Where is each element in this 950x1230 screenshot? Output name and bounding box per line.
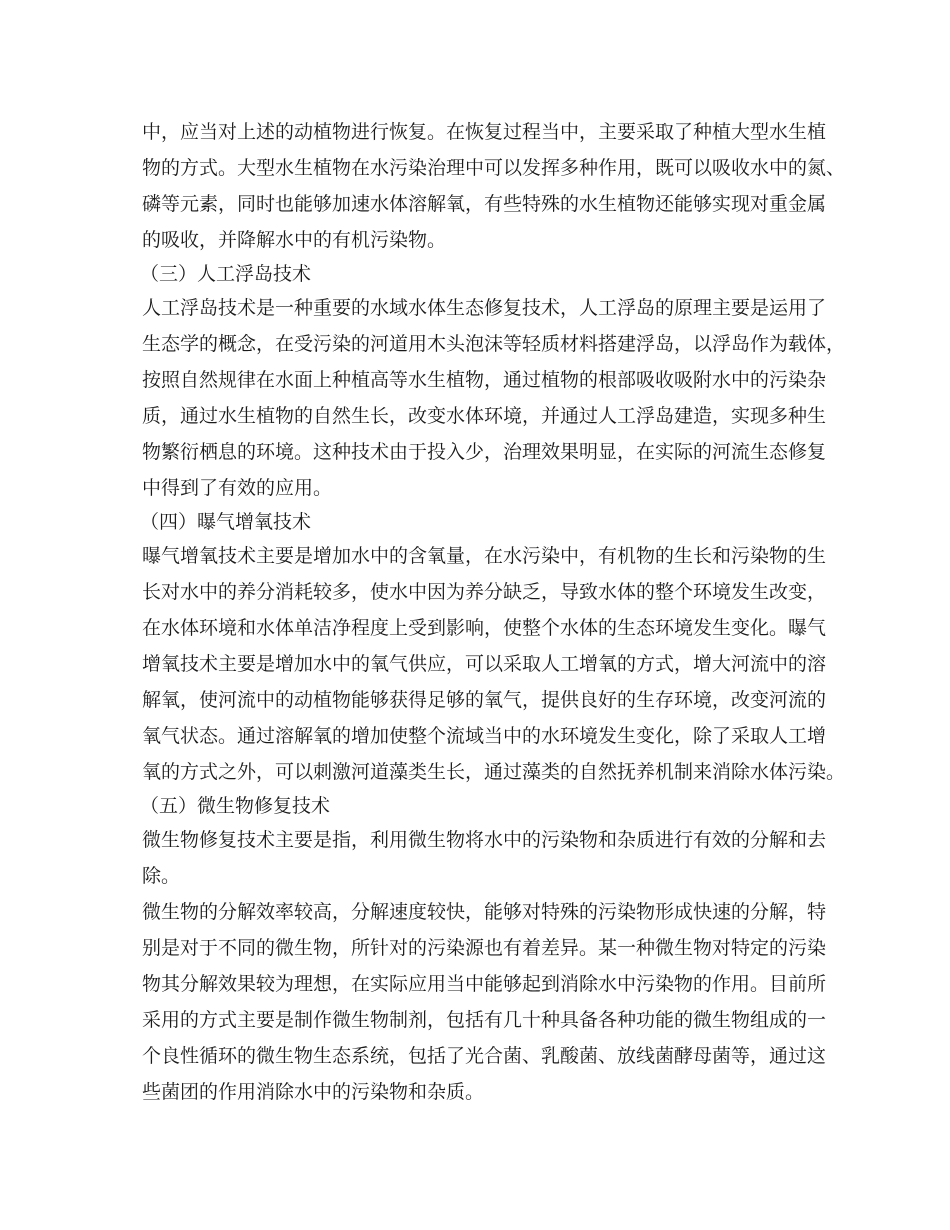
text-line: 别是对于不同的微生物，所针对的污染源也有着差异。某一种微生物对特定的污染 [142, 937, 827, 959]
text-line: 氧的方式之外，可以刺激河道藻类生长，通过藻类的自然抚养机制来消除水体污染。 [142, 761, 846, 783]
text-line: 曝气增氧技术主要是增加水中的含氧量，在水污染中，有机物的生长和污染物的生 [142, 545, 827, 567]
text-line: 按照自然规律在水面上种植高等水生植物，通过植物的根部吸收吸附水中的污染杂 [142, 369, 827, 391]
text-line: 质，通过水生植物的自然生长，改变水体环境，并通过人工浮岛建造，实现多种生 [142, 405, 827, 427]
text-line: 在水体环境和水体单洁净程度上受到影响，使整个水体的生态环境发生变化。曝气 [142, 617, 827, 639]
text-line: 中得到了有效的应用。 [142, 477, 333, 499]
text-line: 微生物修复技术主要是指，利用微生物将水中的污染物和杂质进行有效的分解和去 [142, 829, 827, 851]
text-line: 中，应当对上述的动植物进行恢复。在恢复过程当中，主要采取了种植大型水生植 [142, 121, 827, 143]
text-line: 生态学的概念，在受污染的河道用木头泡沫等轻质材料搭建浮岛，以浮岛作为载体， [142, 333, 846, 355]
section-heading-3: （三）人工浮岛技术 [140, 263, 312, 285]
text-line: 的吸收，并降解水中的有机污染物。 [142, 229, 447, 251]
text-line: 解氧，使河流中的动植物能够获得足够的氧气，提供良好的生存环境，改变河流的 [142, 689, 827, 711]
text-line: 采用的方式主要是制作微生物制剂，包括有几十种具备各种功能的微生物组成的一 [142, 1009, 827, 1031]
text-line: 物其分解效果较为理想，在实际应用当中能够起到消除水中污染物的作用。目前所 [142, 973, 827, 995]
section-heading-4: （四）曝气增氧技术 [140, 511, 312, 533]
text-line: 物繁衍栖息的环境。这种技术由于投入少，治理效果明显，在实际的河流生态修复 [142, 441, 827, 463]
text-line: 除。 [142, 865, 181, 887]
section-heading-5: （五）微生物修复技术 [140, 795, 331, 817]
text-line: 磷等元素，同时也能够加速水体溶解氧，有些特殊的水生植物还能够实现对重金属 [142, 193, 827, 215]
text-line: 些菌团的作用消除水中的污染物和杂质。 [142, 1081, 485, 1103]
text-line: 氧气状态。通过溶解氧的增加使整个流域当中的水环境发生变化，除了采取人工增 [142, 725, 827, 747]
text-line: 增氧技术主要是增加水中的氧气供应，可以采取人工增氧的方式，增大河流中的溶 [142, 653, 827, 675]
text-line: 长对水中的养分消耗较多，使水中因为养分缺乏，导致水体的整个环境发生改变， [142, 581, 827, 603]
text-line: 物的方式。大型水生植物在水污染治理中可以发挥多种作用，既可以吸收水中的氮、 [142, 157, 846, 179]
text-line: 个良性循环的微生物生态系统，包括了光合菌、乳酸菌、放线菌酵母菌等，通过这 [142, 1045, 827, 1067]
text-line: 微生物的分解效率较高，分解速度较快，能够对特殊的污染物形成快速的分解，特 [142, 901, 827, 923]
text-line: 人工浮岛技术是一种重要的水域水体生态修复技术，人工浮岛的原理主要是运用了 [142, 297, 827, 319]
